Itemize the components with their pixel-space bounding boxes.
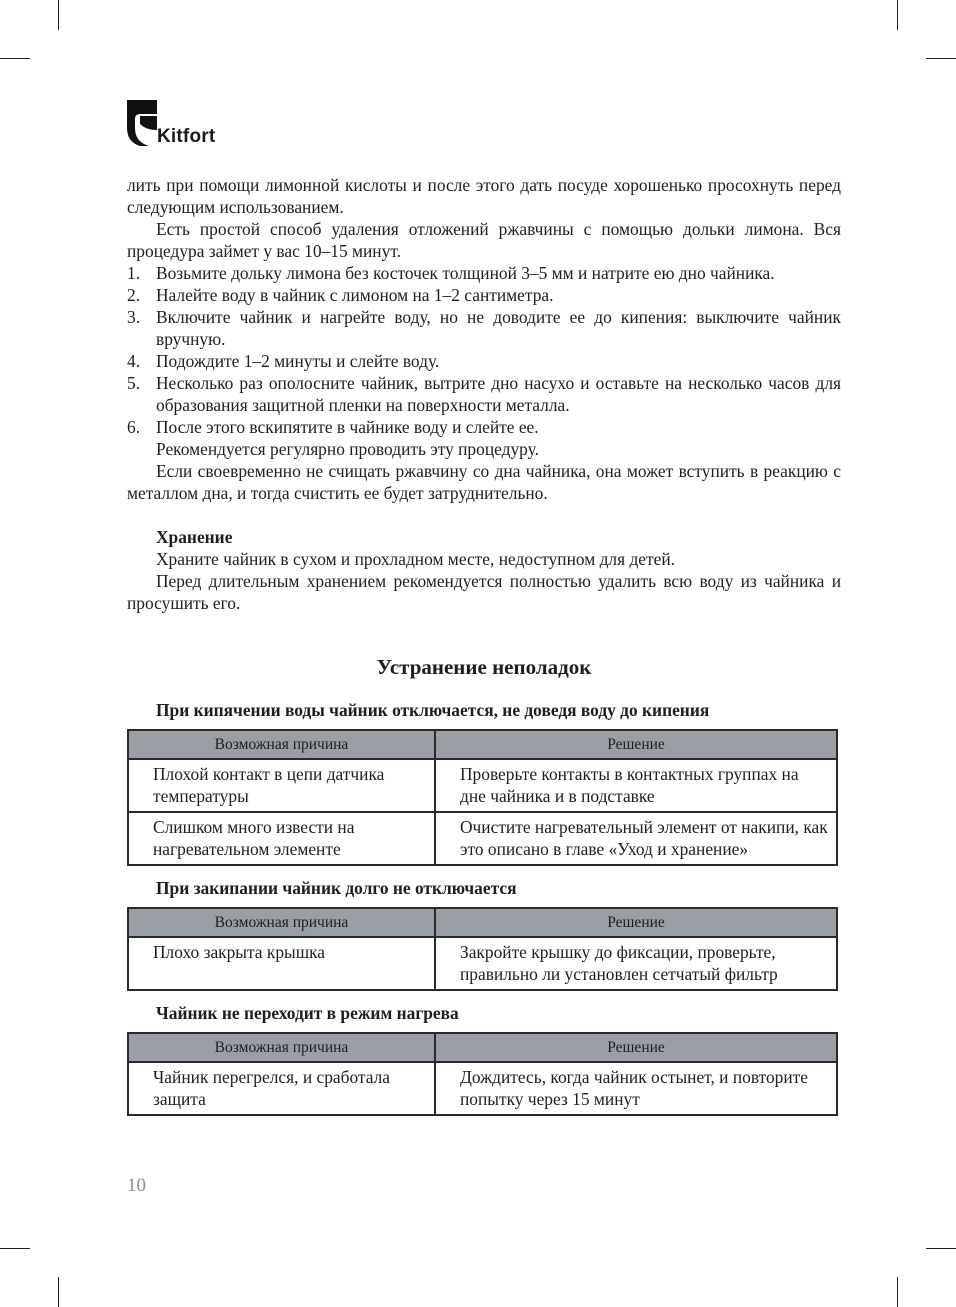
solution-cell: Очистите нагревательный элемент от накипи, как это описано в главе «Уход и хранение» (435, 812, 837, 865)
table-row (128, 759, 837, 812)
storage-heading: Хранение (156, 527, 233, 547)
crop-mark-top-right-h (926, 58, 956, 59)
after-steps-paragraph-1: Рекомендуется регулярно проводить эту процедуру. (156, 439, 539, 459)
crop-mark-top-right-v (897, 0, 898, 30)
column-header-cause: Возможная причина (128, 908, 435, 937)
list-item: 2. Налейте воду в чайник с лимоном на 1–2 сантиметра. (127, 285, 554, 305)
page-number: 10 (127, 1175, 146, 1196)
crop-mark-top-left-h (0, 58, 30, 59)
column-header-cause: Возможная причина (128, 730, 435, 759)
page-content (127, 174, 841, 1116)
cause-cell: Плохой контакт в цепи датчика температуры (128, 759, 435, 812)
solution-cell: Дождитесь, когда чайник остынет, и повторите попытку через 15 минут (435, 1062, 837, 1115)
table-row (128, 1062, 837, 1115)
troubleshooting-table-1 (127, 729, 838, 866)
column-header-solution: Решение (435, 1033, 837, 1062)
list-item: 1. Возьмите дольку лимона без косточек толщиной 3–5 мм и натрите ею дно чайника. (127, 263, 775, 283)
brand-logo (127, 100, 237, 152)
steps-list (127, 262, 841, 438)
troubleshooting-table-2 (127, 907, 838, 991)
list-item: 4. Подождите 1–2 минуты и слейте воду. (127, 351, 440, 371)
storage-paragraph-1: Храните чайник в сухом и прохладном месте, недоступном для детей. (156, 549, 676, 569)
after-steps-paragraph-2: Если своевременно не счищать ржавчину со дна чайника, она может вступить в реакцию с металлом дна, и тогда счистить ее будет затруднительно. (127, 461, 841, 503)
table-row (128, 937, 837, 990)
brand-name: Kitfort (157, 126, 216, 147)
issue-heading-3: Чайник не переходит в режим нагрева (156, 1003, 459, 1023)
crop-mark-bottom-left-h (0, 1248, 30, 1249)
storage-paragraph-2: Перед длительным хранением рекомендуется полностью удалить всю воду из чайника и просушить его. (127, 571, 841, 613)
column-header-solution: Решение (435, 730, 837, 759)
issue-heading-1: При кипячении воды чайник отключается, не доведя воду до кипения (156, 700, 710, 720)
cause-cell: Чайник перегрелся, и сработала защита (128, 1062, 435, 1115)
cause-cell: Плохо закрыта крышка (128, 937, 435, 990)
solution-cell: Проверьте контакты в контактных группах на дне чайника и в подставке (435, 759, 837, 812)
table-row (128, 812, 837, 865)
troubleshooting-table-3 (127, 1032, 838, 1116)
solution-cell: Закройте крышку до фиксации, проверьте, правильно ли установлен сетчатый фильтр (435, 937, 837, 990)
crop-mark-bottom-left-v (58, 1277, 59, 1307)
intro-paragraph-2: Есть простой способ удаления отложений ржавчины с помощью дольки лимона. Вся процедура займет у вас 10–15 минут. (127, 219, 841, 261)
issue-heading-2: При закипании чайник долго не отключается (156, 878, 517, 898)
crop-mark-top-left-v (58, 0, 59, 30)
list-item: 5. Несколько раз ополосните чайник, вытрите дно насухо и оставьте на несколько часов для образования защитной пленки на поверхности металла. (127, 373, 841, 415)
column-header-solution: Решение (435, 908, 837, 937)
list-item: 3. Включите чайник и нагрейте воду, но не доводите ее до кипения: выключите чайник вручную. (127, 307, 841, 349)
cause-cell: Слишком много извести на нагревательном элементе (128, 812, 435, 865)
kitfort-logo-icon (127, 100, 157, 146)
crop-mark-bottom-right-v (897, 1277, 898, 1307)
list-item: 6. После этого вскипятите в чайнике воду и слейте ее. (127, 417, 539, 437)
section-title: Устранение неполадок (376, 655, 592, 679)
crop-mark-bottom-right-h (926, 1248, 956, 1249)
intro-paragraph-1: лить при помощи лимонной кислоты и после этого дать посуде хорошенько просохнуть перед следующим использованием. (127, 175, 841, 217)
column-header-cause: Возможная причина (128, 1033, 435, 1062)
